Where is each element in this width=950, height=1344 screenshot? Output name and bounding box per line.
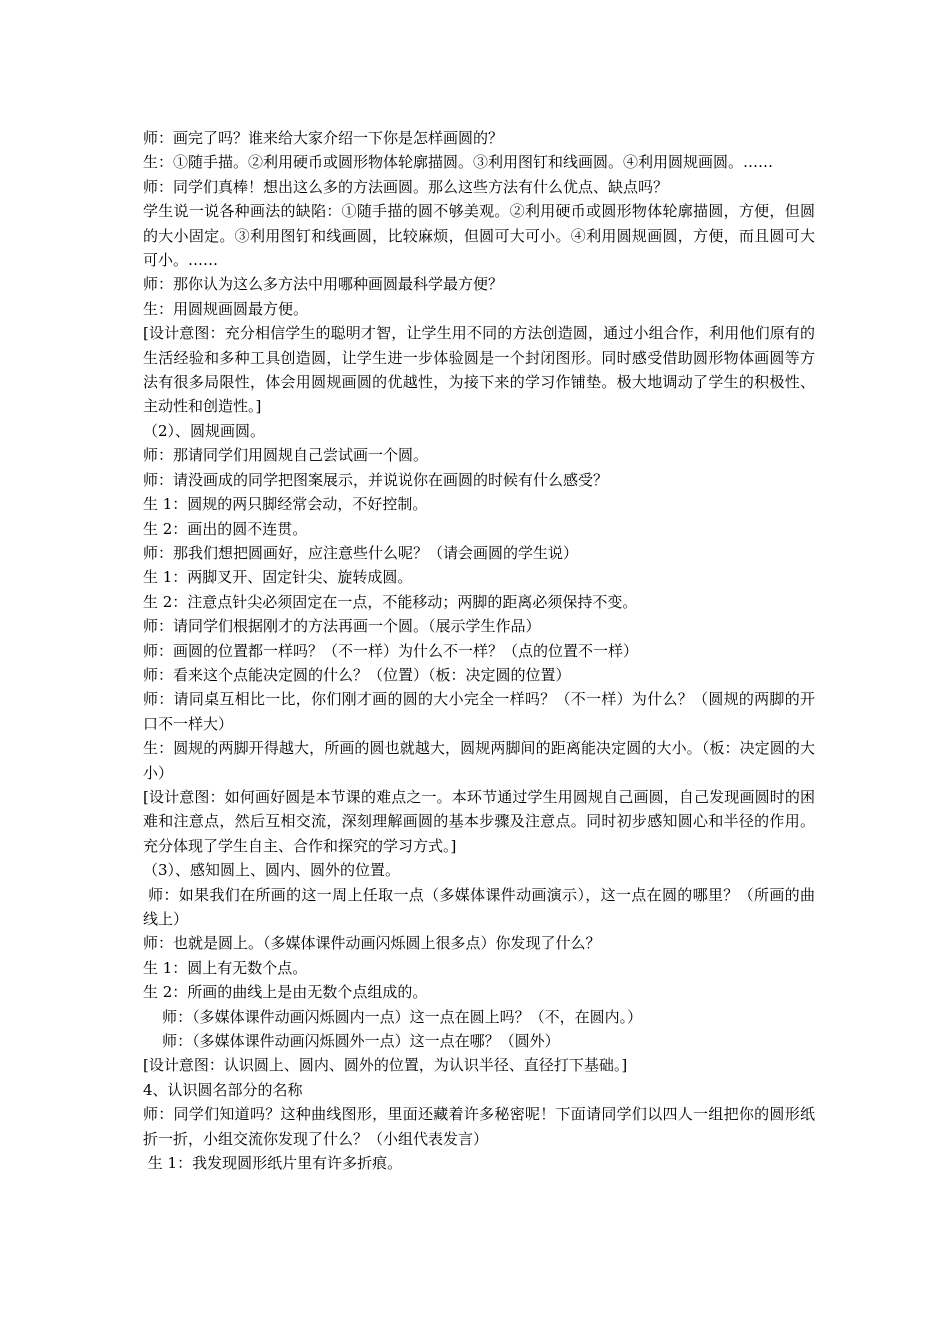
paragraph-17: 师：画圆的位置都一样吗？（不一样）为什么不一样？（点的位置不一样） [143, 641, 639, 660]
paragraph-5: 师：那你认为这么多方法中用哪种画圆最科学最方便？ [143, 275, 504, 294]
paragraph-24: 师：也就是圆上。（多媒体课件动画闪烁圆上很多点）你发现了什么？ [143, 934, 601, 953]
paragraph-19: 师：请同桌互相比一比，你们刚才画的圆的大小完全一样吗？（不一样）为什么？（圆规的两脚的开口不一样大） [143, 690, 815, 733]
paragraph-12: 生 2：画出的圆不连贯。 [143, 519, 308, 538]
paragraph-7: [设计意图：充分相信学生的聪明才智，让学生用不同的方法创造圆，通过小组合作，利用他们原有的生活经验和多种工具创造圆，让学生进一步体验圆是一个封闭图形。同时感受借助圆形物体画圆等方法有很多局限性，体会用圆规画圆的优越性，为接下来的学习作铺垫。极大地调动了学生的积极性、主动性和创造性。] [143, 324, 815, 416]
paragraph-28: 师：（多媒体课件动画闪烁圆外一点）这一点在哪？（圆外） [143, 1032, 560, 1051]
paragraph-14: 生 1：两脚叉开、固定针尖、旋转成圆。 [143, 568, 413, 587]
paragraph-32: 生 1：我发现圆形纸片里有许多折痕。 [143, 1154, 403, 1173]
paragraph-15: 生 2：注意点针尖必须固定在一点，不能移动；两脚的距离必须保持不变。 [143, 592, 638, 611]
paragraph-3: 师：同学们真棒！想出这么多的方法画圆。那么这些方法有什么优点、缺点吗？ [143, 177, 669, 196]
paragraph-2: 生：①随手描。②利用硬币或圆形物体轮廓描圆。③利用图钉和线画圆。④利用圆规画圆。…… [143, 153, 774, 172]
paragraph-16: 师：请同学们根据刚才的方法再画一个圆。（展示学生作品） [143, 617, 541, 636]
paragraph-13: 师：那我们想把圆画好，应注意些什么呢？（请会画圆的学生说） [143, 543, 579, 562]
document-page [143, 126, 815, 1175]
paragraph-26: 生 2：所画的曲线上是由无数个点组成的。 [143, 983, 428, 1002]
paragraph-8: （2）、圆规画圆。 [143, 421, 266, 440]
paragraph-31: 师：同学们知道吗？这种曲线图形，里面还藏着许多秘密呢！下面请同学们以四人一组把你的圆形纸折一折，小组交流你发现了什么？（小组代表发言） [143, 1105, 815, 1148]
paragraph-23: 师：如果我们在所画的这一周上任取一点（多媒体课件动画演示），这一点在圆的哪里？（所画的曲线上） [143, 885, 815, 928]
paragraph-9: 师：那请同学们用圆规自己尝试画一个圆。 [143, 446, 429, 465]
paragraph-30: 4、认识圆名部分的名称 [143, 1080, 303, 1099]
paragraph-21: [设计意图：如何画好圆是本节课的难点之一。本环节通过学生用圆规自己画圆，自己发现画圆时的困难和注意点，然后互相交流，深刻理解画圆的基本步骤及注意点。同时初步感知圆心和半径的作用。充分体现了学生自主、合作和探究的学习方式。] [143, 787, 815, 855]
paragraph-6: 生：用圆规画圆最方便。 [143, 299, 309, 318]
paragraph-20: 生：圆规的两脚开得越大，所画的圆也就越大，圆规两脚间的距离能决定圆的大小。（板：决定圆的大小） [143, 739, 815, 782]
paragraph-1: 师：画完了吗？谁来给大家介绍一下你是怎样画圆的？ [143, 129, 504, 147]
paragraph-11: 生 1：圆规的两只脚经常会动，不好控制。 [143, 495, 428, 514]
paragraph-29: [设计意图：认识圆上、圆内、圆外的位置，为认识半径、直径打下基础。] [143, 1056, 628, 1075]
paragraph-4: 学生说一说各种画法的缺陷：①随手描的圆不够美观。②利用硬币或圆形物体轮廓描圆，方便，但圆的大小固定。③利用图钉和线画圆，比较麻烦，但圆可大可小。④利用圆规画圆，方便，而且圆可大可小。…… [143, 202, 815, 270]
paragraph-25: 生 1：圆上有无数个点。 [143, 958, 308, 977]
paragraph-18: 师：看来这个点能决定圆的什么？（位置）（板：决定圆的位置） [143, 665, 571, 684]
paragraph-27: 师：（多媒体课件动画闪烁圆内一点）这一点在圆上吗？（不，在圆内。） [143, 1007, 643, 1026]
paragraph-22: （3）、感知圆上、圆内、圆外的位置。 [143, 861, 401, 880]
paragraph-10: 师：请没画成的同学把图案展示，并说说你在画圆的时候有什么感受？ [143, 470, 609, 489]
